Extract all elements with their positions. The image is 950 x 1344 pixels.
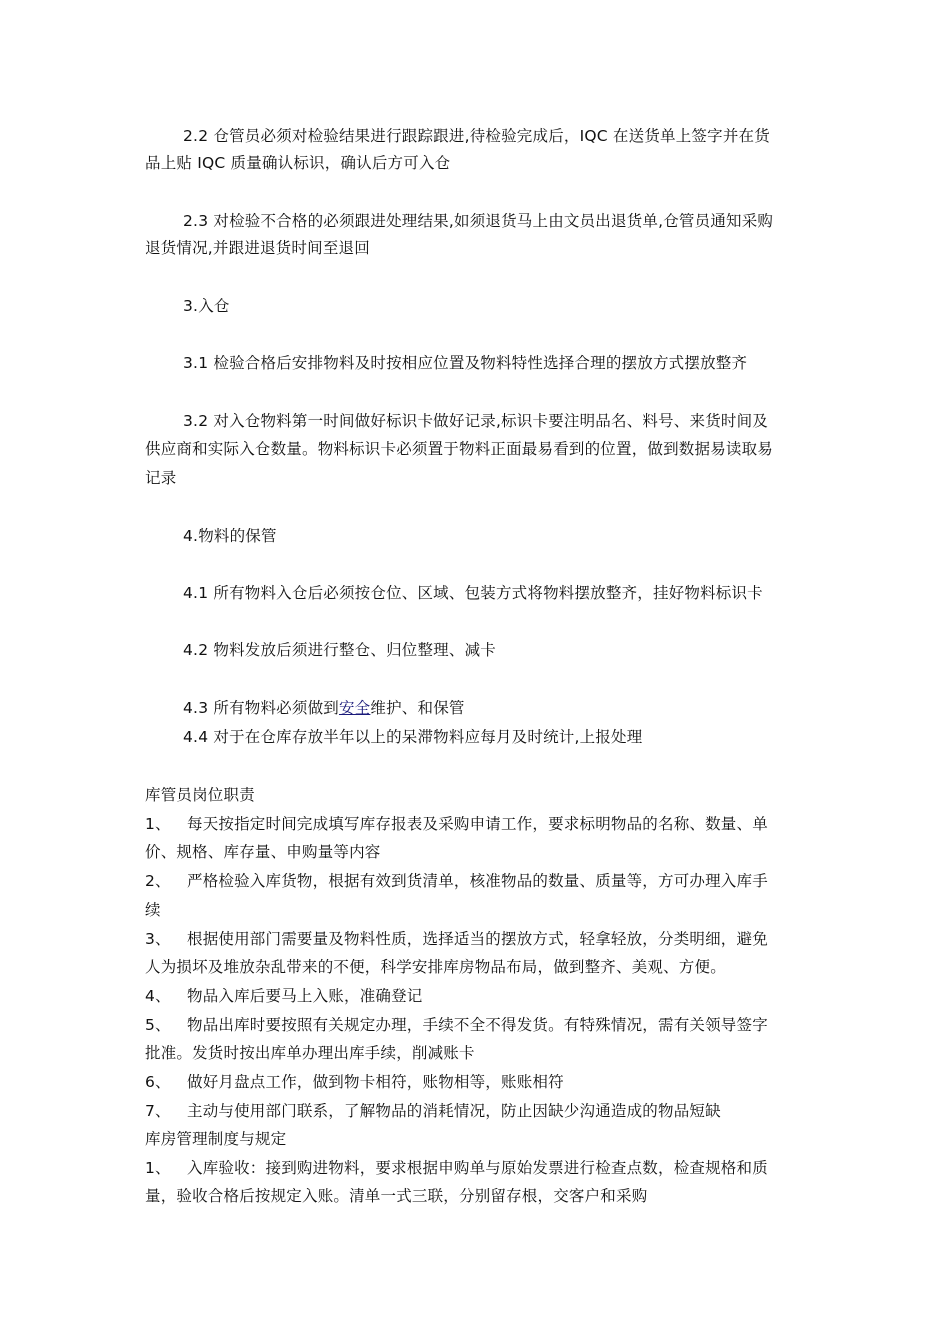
paragraph-3-1: 3.1 检验合格后安排物料及时按相应位置及物料特性选择合理的摆放方式摆放整齐 — [183, 354, 748, 372]
duty-2-line-2: 续 — [145, 901, 161, 919]
duty-4-number: 4、 — [145, 987, 171, 1005]
duty-5-number: 5、 — [145, 1016, 171, 1034]
duty-3-number: 3、 — [145, 930, 171, 948]
section-4-heading: 4.物料的保管 — [183, 527, 277, 545]
duty-3-line-2: 人为损坏及堆放杂乱带来的不便，科学安排库房物品布局，做到整齐、美观、方便。 — [145, 958, 726, 976]
duty-2-number: 2、 — [145, 872, 171, 890]
paragraph-3-2-line-1: 3.2 对入仓物料第一时间做好标识卡做好记录,标识卡要注明品名、料号、来货时间及 — [183, 412, 769, 430]
rule-1-number: 1、 — [145, 1159, 171, 1177]
duty-1-number: 1、 — [145, 815, 171, 833]
rules-title: 库房管理制度与规定 — [145, 1130, 287, 1148]
duty-5-line-1: 物品出库时要按照有关规定办理，手续不全不得发货。有特殊情况，需有关领导签字 — [187, 1016, 768, 1034]
duty-4-line-1: 物品入库后要马上入账，准确登记 — [187, 987, 423, 1005]
section-3-heading: 3.入仓 — [183, 297, 230, 315]
duty-7-number: 7、 — [145, 1102, 171, 1120]
paragraph-3-2-line-2: 供应商和实际入仓数量。物料标识卡必须置于物料正面最易看到的位置，做到数据易读取易 — [145, 440, 774, 458]
duties-title: 库管员岗位职责 — [145, 786, 255, 804]
paragraph-4-3-text-before: 4.3 所有物料必须做到 — [183, 699, 339, 717]
paragraph-4-1: 4.1 所有物料入仓后必须按仓位、区域、包装方式将物料摆放整齐，挂好物料标识卡 — [183, 584, 763, 602]
duty-6-number: 6、 — [145, 1073, 171, 1091]
duty-1-line-1: 每天按指定时间完成填写库存报表及采购申请工作，要求标明物品的名称、数量、单 — [187, 815, 768, 833]
paragraph-4-3 — [183, 698, 465, 718]
paragraph-2-2-line-2: 品上贴 IQC 质量确认标识，确认后方可入仓 — [145, 154, 451, 172]
duty-3-line-1: 根据使用部门需要量及物料性质，选择适当的摆放方式，轻拿轻放，分类明细，避免 — [187, 930, 768, 948]
paragraph-4-4: 4.4 对于在仓库存放半年以上的呆滞物料应每月及时统计,上报处理 — [183, 728, 643, 746]
duty-2-line-1: 严格检验入库货物，根据有效到货清单，核准物品的数量、质量等，方可办理入库手 — [187, 872, 768, 890]
safety-link[interactable]: 安全 — [338, 699, 371, 717]
duty-7-line-1: 主动与使用部门联系，了解物品的消耗情况，防止因缺少沟通造成的物品短缺 — [187, 1102, 721, 1120]
rule-1-line-2: 量，验收合格后按规定入账。清单一式三联，分别留存根，交客户和采购 — [145, 1187, 648, 1205]
duty-5-line-2: 批准。发货时按出库单办理出库手续，削减账卡 — [145, 1044, 475, 1062]
paragraph-4-3-text-after: 维护、和保管 — [370, 699, 465, 717]
duty-6-line-1: 做好月盘点工作，做到物卡相符，账物相等，账账相符 — [187, 1073, 564, 1091]
paragraph-2-2-line-1: 2.2 仓管员必须对检验结果进行跟踪跟进,待检验完成后，IQC 在送货单上签字并在货 — [183, 127, 770, 145]
rule-1-line-1: 入库验收：接到购进物料，要求根据申购单与原始发票进行检查点数，检查规格和质 — [187, 1159, 768, 1177]
paragraph-3-2-line-3: 记录 — [145, 469, 177, 487]
paragraph-2-3-line-2: 退货情况,并跟进退货时间至退回 — [145, 239, 370, 257]
paragraph-2-3-line-1: 2.3 对检验不合格的必须跟进处理结果,如须退货马上由文员出退货单,仓管员通知采购 — [183, 212, 774, 230]
duty-1-line-2: 价、规格、库存量、申购量等内容 — [145, 843, 381, 861]
paragraph-4-2: 4.2 物料发放后须进行整仓、归位整理、减卡 — [183, 641, 496, 659]
